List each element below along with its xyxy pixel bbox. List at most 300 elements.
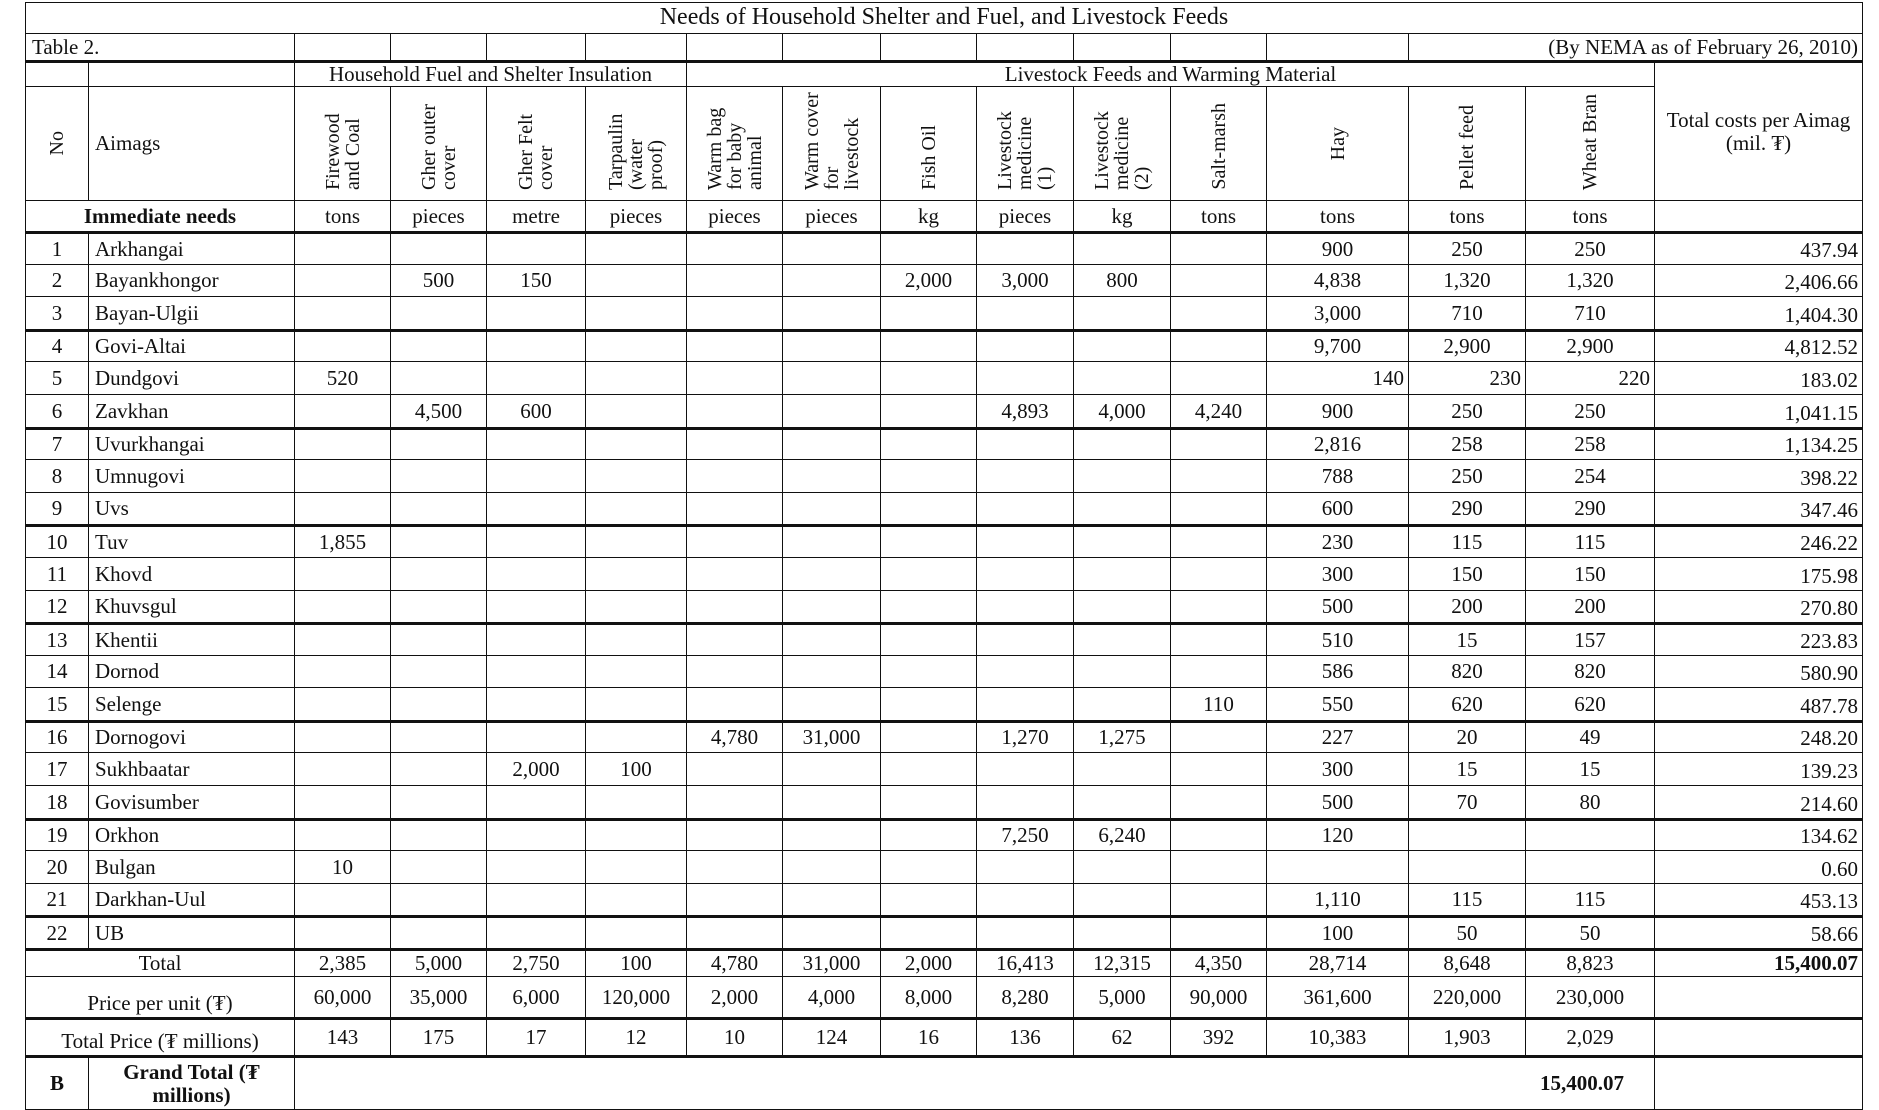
unit-cell xyxy=(976,200,1074,232)
total-price-label-text: Total Price (₮ millions) xyxy=(61,1028,259,1053)
table-row-value-text: 150 xyxy=(520,268,552,293)
total-value xyxy=(1170,948,1267,977)
table-row-value-text: 4,838 xyxy=(1313,268,1362,293)
table-row-value xyxy=(486,492,586,525)
aimag-total-cost xyxy=(1654,590,1863,623)
aimag-total-cost xyxy=(1654,557,1863,591)
table-row-value xyxy=(585,850,687,884)
aimag-total-cost-text: 58.66 xyxy=(1810,921,1858,946)
table-row-value xyxy=(486,818,586,851)
table-row-value xyxy=(976,394,1074,428)
table-row-value xyxy=(294,394,391,428)
table-row-value xyxy=(1408,655,1526,688)
aimag-total-cost xyxy=(1654,296,1863,330)
table-row-value xyxy=(486,785,586,819)
aimag-name-text: UB xyxy=(95,920,125,945)
aimag-name-text: Govi-Altai xyxy=(95,334,186,359)
table-row-value-text: 150 xyxy=(1451,561,1483,586)
empty-cell xyxy=(486,33,586,61)
table-row-value-text: 250 xyxy=(1574,398,1606,423)
table-row-value xyxy=(294,361,391,395)
table-row-value xyxy=(486,264,586,297)
table-row-value-text: 600 xyxy=(520,398,552,423)
aimag-total-cost-text: 2,406.66 xyxy=(1784,269,1858,294)
aimag-total-cost xyxy=(1654,915,1863,949)
table-row-value-text: 550 xyxy=(1321,691,1354,716)
unit-cell-text: tons xyxy=(1200,203,1236,228)
aimag-total-cost-text: 398.22 xyxy=(1800,465,1858,490)
table-row-value xyxy=(585,361,687,395)
table-row-value-text: 3,000 xyxy=(1313,300,1362,325)
unit-cell xyxy=(486,200,586,232)
table-row-value-text: 2,000 xyxy=(904,268,953,293)
price-per-unit-value-text: 35,000 xyxy=(409,984,468,1009)
table-row-value xyxy=(976,361,1074,395)
row-number-text: 4 xyxy=(51,334,63,359)
table-row-value xyxy=(976,687,1074,721)
table-row-value xyxy=(585,459,687,493)
empty-cell xyxy=(1654,1055,1863,1110)
table-row-value xyxy=(686,785,783,819)
table-row-value xyxy=(782,296,881,330)
row-number-text: 3 xyxy=(51,300,63,325)
table-row-value xyxy=(486,394,586,428)
aimag-name xyxy=(88,785,295,819)
table-row-value-text: 300 xyxy=(1321,561,1354,586)
table-row-value-text: 2,900 xyxy=(1443,334,1491,359)
price-per-unit-value-text: 60,000 xyxy=(313,984,372,1009)
table-row-value xyxy=(976,557,1074,591)
aimag-total-cost-text: 437.94 xyxy=(1800,237,1858,262)
total-price-value-text: 143 xyxy=(326,1025,359,1050)
table-row-value xyxy=(880,655,977,688)
table-row-value-text: 600 xyxy=(1321,496,1354,521)
table-row-value-text: 500 xyxy=(1321,789,1354,814)
table-row-value xyxy=(1073,329,1171,362)
aimag-total-cost xyxy=(1654,492,1863,525)
unit-cell-text: pieces xyxy=(805,203,858,228)
table-row-value xyxy=(390,590,487,623)
table-row-value xyxy=(686,459,783,493)
price-per-unit-value xyxy=(1170,976,1267,1018)
table-row-value xyxy=(585,590,687,623)
table-row-value xyxy=(294,720,391,753)
grand-total-value-text: 15,400.07 xyxy=(1540,1071,1624,1096)
table-row-value xyxy=(1073,720,1171,753)
table-row-value-text: 500 xyxy=(1321,594,1354,619)
table-row-value xyxy=(976,590,1074,623)
aimag-total-cost xyxy=(1654,785,1863,819)
header-fish-oil-text: Fish Oil xyxy=(917,124,940,190)
price-per-unit-label xyxy=(25,976,295,1018)
aimag-total-cost xyxy=(1654,264,1863,297)
row-number-text: 7 xyxy=(51,432,63,457)
empty-cell xyxy=(585,33,687,61)
table-row-value-text: 300 xyxy=(1321,756,1354,781)
aimag-name-text: Dornod xyxy=(95,659,160,684)
table-row-value xyxy=(1170,622,1267,656)
table-row-value-text: 510 xyxy=(1321,627,1354,652)
row-number xyxy=(25,818,89,851)
empty-cell xyxy=(976,33,1074,61)
table-row-value xyxy=(1525,231,1655,265)
table-row-value xyxy=(1408,296,1526,330)
table-row-value xyxy=(976,459,1074,493)
table-row-value xyxy=(390,394,487,428)
table-row-value-text: 4,000 xyxy=(1098,398,1146,423)
table-row-value xyxy=(1266,915,1409,949)
table-row-value xyxy=(1266,720,1409,753)
aimag-name xyxy=(88,883,295,916)
price-per-unit-value xyxy=(585,976,687,1018)
table-row-value-text: 620 xyxy=(1574,691,1606,716)
table-row-value xyxy=(686,655,783,688)
table-row-value-text: 7,250 xyxy=(1001,823,1049,848)
unit-cell-text: tons xyxy=(324,203,360,228)
table-row-value xyxy=(1073,459,1171,493)
unit-cell xyxy=(1266,200,1409,232)
row-number xyxy=(25,427,89,460)
table-row-value xyxy=(1525,459,1655,493)
immediate-needs-label xyxy=(25,200,295,232)
table-row-value xyxy=(294,492,391,525)
table-row-value-text: 710 xyxy=(1451,300,1483,325)
table-row-value-text: 1,275 xyxy=(1098,725,1146,750)
table-row-value-text: 10 xyxy=(332,854,353,879)
table-row-value xyxy=(1408,264,1526,297)
table-row-value xyxy=(585,785,687,819)
table-row-value-text: 290 xyxy=(1574,496,1606,521)
unit-cell-text: metre xyxy=(512,203,560,228)
table-row-value-text: 4,500 xyxy=(414,398,463,423)
table-row-value xyxy=(880,590,977,623)
aimag-total-cost xyxy=(1654,622,1863,656)
table-row-value xyxy=(1525,590,1655,623)
table-row-value xyxy=(880,687,977,721)
aimag-total-cost-text: 139.23 xyxy=(1800,758,1858,783)
table-row-value-text: 820 xyxy=(1574,659,1606,684)
aimag-total-cost xyxy=(1654,427,1863,460)
aimag-name-text: Uvurkhangai xyxy=(95,432,205,457)
table-row-value xyxy=(486,296,586,330)
table-row-value-text: 157 xyxy=(1574,627,1606,652)
table-row-value xyxy=(880,524,977,558)
aimag-name-text: Govisumber xyxy=(95,789,199,814)
table-row-value xyxy=(880,492,977,525)
total-value xyxy=(486,948,586,977)
table-row-value-text: 115 xyxy=(1574,887,1606,912)
table-row-value-text: 820 xyxy=(1451,659,1483,684)
table-row-value xyxy=(782,524,881,558)
table-row-value xyxy=(486,590,586,623)
unit-cell xyxy=(782,200,881,232)
table-row-value xyxy=(1170,687,1267,721)
unit-cell xyxy=(390,200,487,232)
table-row-value xyxy=(1073,492,1171,525)
table-row-value-text: 2,000 xyxy=(512,756,560,781)
table-row-value xyxy=(686,720,783,753)
table-row-value xyxy=(1073,818,1171,851)
table-row-value xyxy=(1408,361,1526,395)
table-row-value xyxy=(976,427,1074,460)
aimag-name xyxy=(88,394,295,428)
table-row-value xyxy=(486,557,586,591)
price-per-unit-value xyxy=(1408,976,1526,1018)
table-row-value xyxy=(1408,459,1526,493)
table-row-value-text: 80 xyxy=(1579,789,1601,814)
table-row-value xyxy=(1525,883,1655,916)
aimag-total-cost-text: 270.80 xyxy=(1800,595,1858,620)
row-number xyxy=(25,883,89,916)
table-row-value xyxy=(1073,622,1171,656)
aimag-name xyxy=(88,915,295,949)
table-row-value xyxy=(782,394,881,428)
row-number xyxy=(25,720,89,753)
empty-cell xyxy=(686,33,783,61)
row-number-text: 2 xyxy=(51,268,63,293)
table-row-value xyxy=(1266,622,1409,656)
table-row-value xyxy=(782,687,881,721)
unit-cell xyxy=(1525,200,1655,232)
table-row-value xyxy=(294,915,391,949)
header-warm-cover-for-livestock xyxy=(782,86,881,201)
table-row-value xyxy=(1170,720,1267,753)
table-row-value xyxy=(1525,524,1655,558)
table-row-value xyxy=(1525,720,1655,753)
header-total-costs-text: Total costs per Aimag (mil. ₮) xyxy=(1666,108,1851,155)
table-row-value-text: 70 xyxy=(1456,789,1478,814)
aimag-total-cost xyxy=(1654,361,1863,395)
table-row-value xyxy=(880,296,977,330)
table-row-value xyxy=(486,459,586,493)
table-row-value-text: 586 xyxy=(1321,659,1354,684)
table-row-value-text: 50 xyxy=(1579,920,1601,945)
unit-cell xyxy=(585,200,687,232)
table-row-value xyxy=(1170,915,1267,949)
price-per-unit-value xyxy=(294,976,391,1018)
table-row-value xyxy=(390,622,487,656)
table-row-value xyxy=(686,361,783,395)
table-row-value xyxy=(1408,231,1526,265)
header-gher-felt-cover-text: Gher Felt cover xyxy=(515,113,557,190)
table-row-value xyxy=(390,361,487,395)
table-row-value xyxy=(1525,785,1655,819)
unit-cell xyxy=(294,200,391,232)
table-row-value xyxy=(686,622,783,656)
table-row-value xyxy=(390,818,487,851)
table-row-value xyxy=(1408,329,1526,362)
table-row-value xyxy=(1266,655,1409,688)
total-price-value xyxy=(1266,1017,1409,1056)
aimag-name xyxy=(88,427,295,460)
table-row-value-text: 1,110 xyxy=(1314,887,1361,912)
table-row-value xyxy=(585,915,687,949)
row-number xyxy=(25,361,89,395)
price-per-unit-value-text: 6,000 xyxy=(512,984,560,1009)
table-row-value-text: 4,240 xyxy=(1194,398,1243,423)
table-row-value xyxy=(390,915,487,949)
table-row-value xyxy=(686,818,783,851)
table-row-value xyxy=(1525,264,1655,297)
row-number xyxy=(25,296,89,330)
table-row-value xyxy=(1170,752,1267,786)
table-row-value xyxy=(686,394,783,428)
table-row-value xyxy=(486,850,586,884)
table-row-value xyxy=(294,427,391,460)
table-row-value xyxy=(1266,590,1409,623)
aimag-name-text: Khuvsgul xyxy=(95,594,177,619)
aimag-total-cost xyxy=(1654,394,1863,428)
unit-cell-text: tons xyxy=(1572,203,1608,228)
table-row-value-text: 258 xyxy=(1574,432,1606,457)
table-row-value xyxy=(294,329,391,362)
total-value-text: 2,385 xyxy=(318,951,367,976)
table-row-value xyxy=(1170,850,1267,884)
table-row-value xyxy=(1266,818,1409,851)
header-warm-bag-for-baby-animal-text: Warm bag for baby animal xyxy=(703,107,766,190)
table-row-value-text: 800 xyxy=(1106,268,1138,293)
table-row-value xyxy=(1266,459,1409,493)
total-price-value xyxy=(1073,1017,1171,1056)
table-row-value xyxy=(390,850,487,884)
table-row-value-text: 15 xyxy=(1456,627,1478,652)
table-row-value xyxy=(782,752,881,786)
table-row-value xyxy=(782,492,881,525)
table-row-value xyxy=(486,915,586,949)
price-per-unit-value xyxy=(686,976,783,1018)
price-per-unit-value xyxy=(486,976,586,1018)
total-value xyxy=(390,948,487,977)
table-row-value xyxy=(782,622,881,656)
total-price-value xyxy=(585,1017,687,1056)
row-number xyxy=(25,590,89,623)
table-row-value xyxy=(1408,524,1526,558)
aimag-name-text: Bulgan xyxy=(95,854,156,879)
aimag-name-text: Orkhon xyxy=(95,823,160,848)
table-row-value xyxy=(976,492,1074,525)
table-row-value xyxy=(294,655,391,688)
table-row-value xyxy=(1073,427,1171,460)
table-row-value xyxy=(1408,687,1526,721)
total-value-text: 28,714 xyxy=(1308,951,1367,976)
total-costs-sum xyxy=(1654,948,1863,977)
table-row-value-text: 620 xyxy=(1451,691,1483,716)
total-value-text: 2,000 xyxy=(904,951,953,976)
total-price-value-text: 1,903 xyxy=(1443,1025,1491,1050)
table-row-value xyxy=(390,785,487,819)
table-row-value xyxy=(1525,915,1655,949)
total-value xyxy=(585,948,687,977)
grand-total-code-text: B xyxy=(49,1071,64,1096)
row-number xyxy=(25,655,89,688)
table-row-value xyxy=(976,883,1074,916)
aimag-name-text: Khentii xyxy=(95,627,158,652)
table-row-value-text: 1,320 xyxy=(1566,268,1614,293)
table-row-value xyxy=(880,557,977,591)
table-row-value xyxy=(686,883,783,916)
table-row-value-text: 710 xyxy=(1574,300,1606,325)
aimag-total-cost-text: 134.62 xyxy=(1800,823,1858,848)
table-row-value xyxy=(390,655,487,688)
table-row-value-text: 1,270 xyxy=(1001,725,1049,750)
table-row-value xyxy=(1266,557,1409,591)
table-row-value xyxy=(1525,622,1655,656)
aimag-total-cost-text: 4,812.52 xyxy=(1784,334,1858,359)
table-row-value xyxy=(782,720,881,753)
header-hay-text: Hay xyxy=(1326,126,1349,161)
aimag-total-cost-text: 0.60 xyxy=(1821,856,1858,881)
price-per-unit-value-text: 2,000 xyxy=(710,984,759,1009)
table-row-value xyxy=(686,492,783,525)
price-per-unit-value-text: 361,600 xyxy=(1303,984,1372,1009)
aimag-total-cost xyxy=(1654,459,1863,493)
table-row-value xyxy=(294,231,391,265)
unit-cell-text: tons xyxy=(1449,203,1485,228)
aimag-total-cost-text: 580.90 xyxy=(1800,660,1858,685)
table-row-value xyxy=(686,524,783,558)
aimag-total-cost-text: 1,404.30 xyxy=(1784,302,1858,327)
unit-cell xyxy=(1170,200,1267,232)
table-row-value xyxy=(1408,850,1526,884)
aimag-name xyxy=(88,752,295,786)
table-row-value xyxy=(585,264,687,297)
table-row-value xyxy=(1170,557,1267,591)
row-number xyxy=(25,752,89,786)
table-row-value xyxy=(390,296,487,330)
table-row-value-text: 50 xyxy=(1456,920,1478,945)
table-row-value-text: 250 xyxy=(1451,463,1483,488)
row-number-text: 16 xyxy=(46,725,68,750)
group-household xyxy=(294,60,687,87)
aimag-name xyxy=(88,655,295,688)
table-row-value-text: 120 xyxy=(1321,823,1354,848)
table-row-value xyxy=(294,264,391,297)
table-row-value-text: 3,000 xyxy=(1001,268,1049,293)
table-row-value xyxy=(585,231,687,265)
table-row-value xyxy=(1170,655,1267,688)
table-row-value xyxy=(1525,427,1655,460)
table-row-value xyxy=(880,231,977,265)
table-row-value xyxy=(585,557,687,591)
table-row-value xyxy=(294,622,391,656)
empty-cell xyxy=(88,60,295,87)
aimag-total-cost-text: 487.78 xyxy=(1800,693,1858,718)
aimag-name xyxy=(88,361,295,395)
table-row-value xyxy=(1525,752,1655,786)
total-value-text: 12,315 xyxy=(1093,951,1151,976)
aimag-name xyxy=(88,818,295,851)
table-row-value-text: 788 xyxy=(1321,463,1354,488)
total-value-text: 8,823 xyxy=(1566,951,1614,976)
table-row-value-text: 250 xyxy=(1451,236,1483,261)
row-number-text: 18 xyxy=(46,789,68,814)
table-row-value xyxy=(1266,231,1409,265)
table-row-value xyxy=(1408,622,1526,656)
total-value-text: 5,000 xyxy=(414,951,463,976)
empty-cell xyxy=(1266,33,1409,61)
table-row-value xyxy=(782,590,881,623)
table-row-value xyxy=(782,850,881,884)
unit-cell-text: pieces xyxy=(412,203,465,228)
table-row-value xyxy=(1073,557,1171,591)
table-row-value-text: 254 xyxy=(1574,463,1606,488)
source-note-text: (By NEMA as of February 26, 2010) xyxy=(1548,34,1858,59)
table-row-value xyxy=(390,492,487,525)
total-value xyxy=(1408,948,1526,977)
table-row-value xyxy=(294,883,391,916)
header-no xyxy=(25,86,89,201)
table-row-value xyxy=(486,231,586,265)
